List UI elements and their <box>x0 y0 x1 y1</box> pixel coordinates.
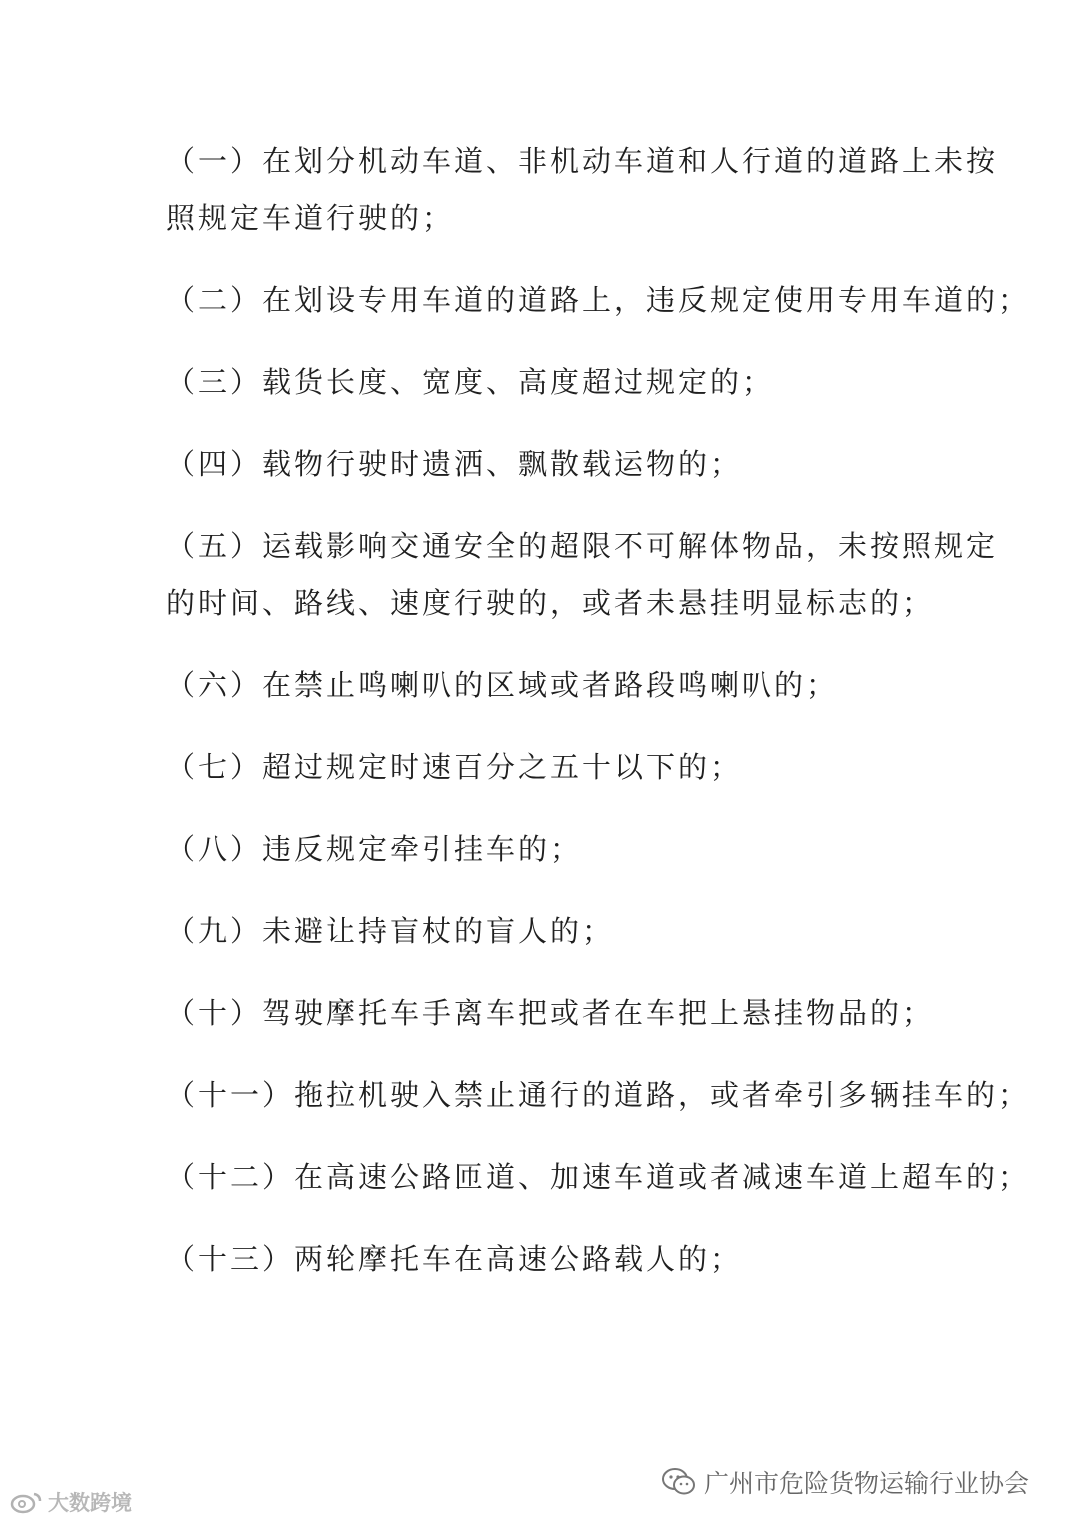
text-line: （十三）两轮摩托车在高速公路载人的； <box>166 1242 743 1276</box>
source-attribution <box>660 1462 1029 1502</box>
text-line: （五）运载影响交通安全的超限不可解体物品，未按照规定 <box>166 529 999 563</box>
watermark <box>10 1486 132 1518</box>
weibo-logo-icon <box>10 1490 44 1514</box>
text-line: （十一）拖拉机驶入禁止通行的道路，或者牵引多辆挂车的； <box>166 1078 1031 1112</box>
text-line: （二）在划设专用车道的道路上，违反规定使用专用车道的； <box>166 283 1031 317</box>
text-line: （四）载物行驶时遗洒、飘散载运物的； <box>166 447 743 481</box>
source-name: 广州市危险货物运输行业协会 <box>704 1469 1030 1498</box>
watermark-text: 大数跨境 <box>48 1491 132 1515</box>
text-line: （六）在禁止鸣喇叭的区域或者路段鸣喇叭的； <box>166 668 839 702</box>
text-line: （九）未避让持盲杖的盲人的； <box>166 914 615 948</box>
text-line: （十）驾驶摩托车手离车把或者在车把上悬挂物品的； <box>166 996 935 1030</box>
text-line: （八）违反规定牵引挂车的； <box>166 832 583 866</box>
wechat-icon <box>660 1466 698 1498</box>
text-line: （三）载货长度、宽度、高度超过规定的； <box>166 365 775 399</box>
text-line: （七）超过规定时速百分之五十以下的； <box>166 750 743 784</box>
text-line: （一）在划分机动车道、非机动车道和人行道的道路上未按 <box>166 144 999 178</box>
text-line: 的时间、路线、速度行驶的，或者未悬挂明显标志的； <box>166 586 935 620</box>
text-line: 照规定车道行驶的； <box>166 201 455 235</box>
text-line: （十二）在高速公路匝道、加速车道或者减速车道上超车的； <box>166 1160 1031 1194</box>
